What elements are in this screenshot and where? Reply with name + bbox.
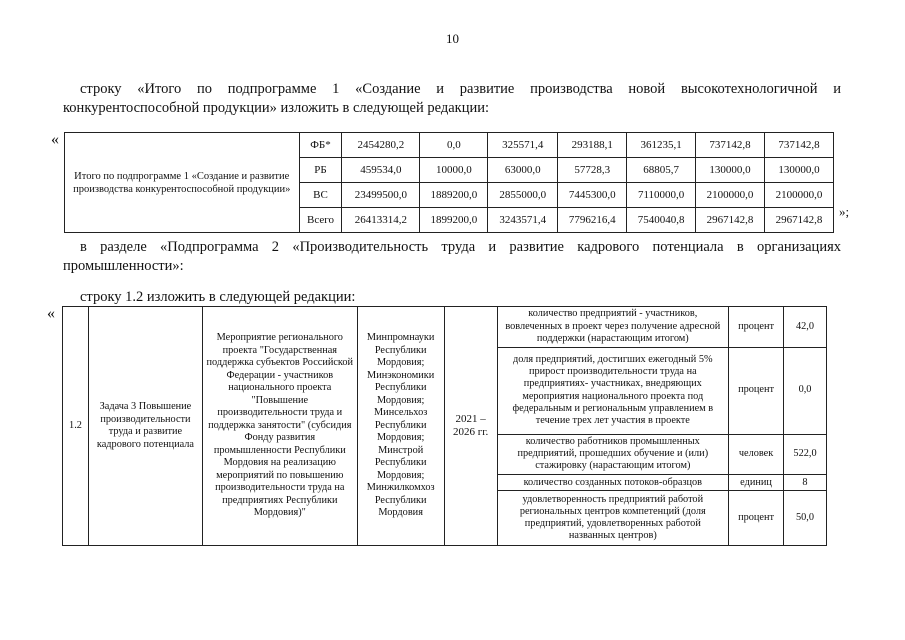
indicator-value: 8: [784, 475, 827, 491]
implementation-years: 2021 – 2026 гг.: [444, 307, 497, 546]
value-cell: 63000,0: [488, 158, 558, 183]
value-cell: 293188,1: [558, 133, 627, 158]
indicator-unit: единиц: [729, 475, 784, 491]
task-description: Задача 3 Повышение производительности труда и развитие кадрового потенциала: [88, 307, 202, 546]
value-cell: 2454280,2: [342, 133, 420, 158]
activity-description: Мероприятие регионального проекта "Государственная поддержка субъектов Российской Федерации - участников национального проекта "Повышение производительности труда и поддержка занятости" (субсидия Фонду развития промышленности Республики Мордовия на реализацию мероприятий по повышению производительности труда на предприятиях Республики Мордовия)": [202, 307, 357, 546]
value-cell: 130000,0: [765, 158, 834, 183]
value-cell: 68805,7: [627, 158, 696, 183]
value-cell: 2100000,0: [765, 183, 834, 208]
value-cell: 23499500,0: [342, 183, 420, 208]
quote-open-1: «: [51, 131, 59, 148]
page-number: 10: [446, 31, 459, 46]
value-cell: 1899200,0: [420, 208, 488, 233]
indicator-unit: человек: [729, 434, 784, 475]
subprogram-2-row-1-2-table: [62, 306, 827, 546]
indicator-name: количество работников промышленных предприятий, прошедших обучение и (или) стажировку (нарастающим итогом): [497, 434, 729, 475]
value-cell: 2855000,0: [488, 183, 558, 208]
indicator-value: 50,0: [784, 491, 827, 546]
indicator-name: количество созданных потоков-образцов: [497, 475, 729, 491]
value-cell: 737142,8: [765, 133, 834, 158]
value-cell: 7796216,4: [558, 208, 627, 233]
intro-paragraph-3: строку 1.2 изложить в следующей редакции:: [80, 289, 356, 305]
funding-source: РБ: [299, 158, 342, 183]
funding-source: Всего: [299, 208, 342, 233]
value-cell: 7445300,0: [558, 183, 627, 208]
indicator-row: [63, 307, 827, 348]
value-cell: 2967142,8: [696, 208, 765, 233]
value-cell: 1889200,0: [420, 183, 488, 208]
value-cell: 7110000,0: [627, 183, 696, 208]
indicator-value: 0,0: [784, 347, 827, 434]
value-cell: 3243571,4: [488, 208, 558, 233]
indicator-name: количество предприятий - участников, вовлеченных в проект через получение адресной поддержки (нарастающим итогом): [497, 307, 729, 348]
value-cell: 2100000,0: [696, 183, 765, 208]
value-cell: 10000,0: [420, 158, 488, 183]
indicator-unit: процент: [729, 307, 784, 348]
indicator-value: 522,0: [784, 434, 827, 475]
indicator-name: удовлетворенность предприятий работой региональных центров компетенций (доля предприятий, удовлетворенных работой названных центров): [497, 491, 729, 546]
indicator-name: доля предприятий, достигших ежегодный 5% прирост производительности труда на предприятиях- участниках, внедряющих мероприятия национального проекта под федеральным и региональным управлением в течение трех лет участия в проекте: [497, 347, 729, 434]
value-cell: 361235,1: [627, 133, 696, 158]
value-cell: 325571,4: [488, 133, 558, 158]
executors-list: Минпромнауки Республики Мордовия; Минэкономики Республики Мордовия; Минсельхоз Республики Мордовия; Минстрой Республики Мордовия; Минжилкомхоз Республики Мордовия: [357, 307, 444, 546]
value-cell: 737142,8: [696, 133, 765, 158]
quote-open-2: «: [47, 305, 55, 322]
indicator-value: 42,0: [784, 307, 827, 348]
funding-source: ФБ*: [299, 133, 342, 158]
intro-paragraph-1: строку «Итого по подпрограмме 1 «Создание и развитие производства новой высокотехнологичной и конкурентоспособной продукции» изложить в следующей редакции:: [63, 81, 841, 116]
intro-paragraph-2: в разделе «Подпрограмма 2 «Производительность труда и развитие кадрового потенциала в организациях промышленности»:: [63, 239, 841, 274]
value-cell: 2967142,8: [765, 208, 834, 233]
indicator-unit: процент: [729, 347, 784, 434]
value-cell: 130000,0: [696, 158, 765, 183]
value-cell: 26413314,2: [342, 208, 420, 233]
value-cell: 57728,3: [558, 158, 627, 183]
subprogram-1-total-table: [64, 132, 834, 233]
value-cell: 459534,0: [342, 158, 420, 183]
funding-source: ВС: [299, 183, 342, 208]
table1-closing-mark: »;: [839, 204, 850, 219]
table1-row-fb: [65, 133, 834, 158]
value-cell: 0,0: [420, 133, 488, 158]
value-cell: 7540040,8: [627, 208, 696, 233]
row-number: 1.2: [63, 307, 89, 546]
subprogram-1-label: Итого по подпрограмме 1 «Создание и развитие производства конкурентоспособной продукции»: [65, 133, 300, 233]
indicator-unit: процент: [729, 491, 784, 546]
